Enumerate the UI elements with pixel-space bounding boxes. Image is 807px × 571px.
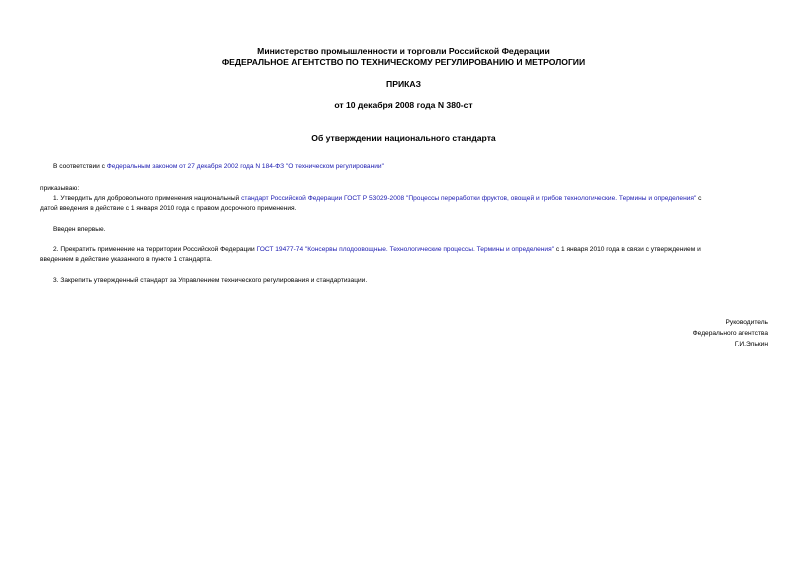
introduced-first-note: Введен впервые. (53, 226, 106, 233)
gost-19477-link[interactable]: ГОСТ 19477-74 "Консервы плодоовощные. Технологические процессы. Термины и определения" (256, 246, 555, 253)
p1-suffix: с (696, 195, 702, 202)
p2-suffix: с 1 января 2010 года в связи с утверждением и (554, 246, 701, 253)
intro-paragraph (53, 162, 384, 172)
ministry-name: Министерство промышленности и торговли Российской Федерации (257, 46, 550, 56)
signer-title-1: Руководитель (725, 319, 768, 326)
paragraph-2-line-2: введением в действие указанного в пункте 1 стандарта. (40, 256, 212, 263)
p1-prefix: 1. Утвердить для добровольного применения национальный (53, 195, 242, 202)
federal-law-link[interactable]: Федеральным законом от 27 декабря 2002 года N 184-ФЗ "О техническом регулировании" (106, 163, 384, 170)
paragraph-2-line-1 (53, 245, 701, 255)
paragraph-1-line-2: датой введения в действие с 1 января 2010 года с правом досрочного применения. (40, 205, 297, 212)
doc-type-block (0, 79, 807, 90)
signer-name: Г.И.Элькин (734, 341, 768, 348)
intro-prefix: В соответствии с (53, 163, 107, 170)
order-word: приказываю: (40, 185, 80, 192)
gost-r-53029-link[interactable]: стандарт Российской Федерации ГОСТ Р 53029-2008 "Процессы переработки фруктов, овощей и грибов технологические. Термины и определения" (241, 195, 697, 202)
doc-date: от 10 декабря 2008 года N 380-ст (334, 100, 473, 110)
document-header (0, 46, 807, 68)
doc-type: ПРИКАЗ (386, 79, 421, 89)
doc-subject: Об утверждении национального стандарта (311, 133, 496, 143)
p2-prefix: 2. Прекратить применение на территории Российской Федерации (53, 246, 257, 253)
paragraph-3: 3. Закрепить утвержденный стандарт за Управлением технического регулирования и стандартизации. (53, 277, 368, 284)
signature-block (693, 317, 768, 350)
agency-name: ФЕДЕРАЛЬНОЕ АГЕНТСТВО ПО ТЕХНИЧЕСКОМУ РЕГУЛИРОВАНИЮ И МЕТРОЛОГИИ (221, 57, 586, 67)
doc-date-block (0, 100, 807, 111)
paragraph-1-line-1 (53, 194, 701, 204)
doc-subject-block (0, 133, 807, 144)
signer-title-2: Федерального агентства (692, 330, 768, 337)
